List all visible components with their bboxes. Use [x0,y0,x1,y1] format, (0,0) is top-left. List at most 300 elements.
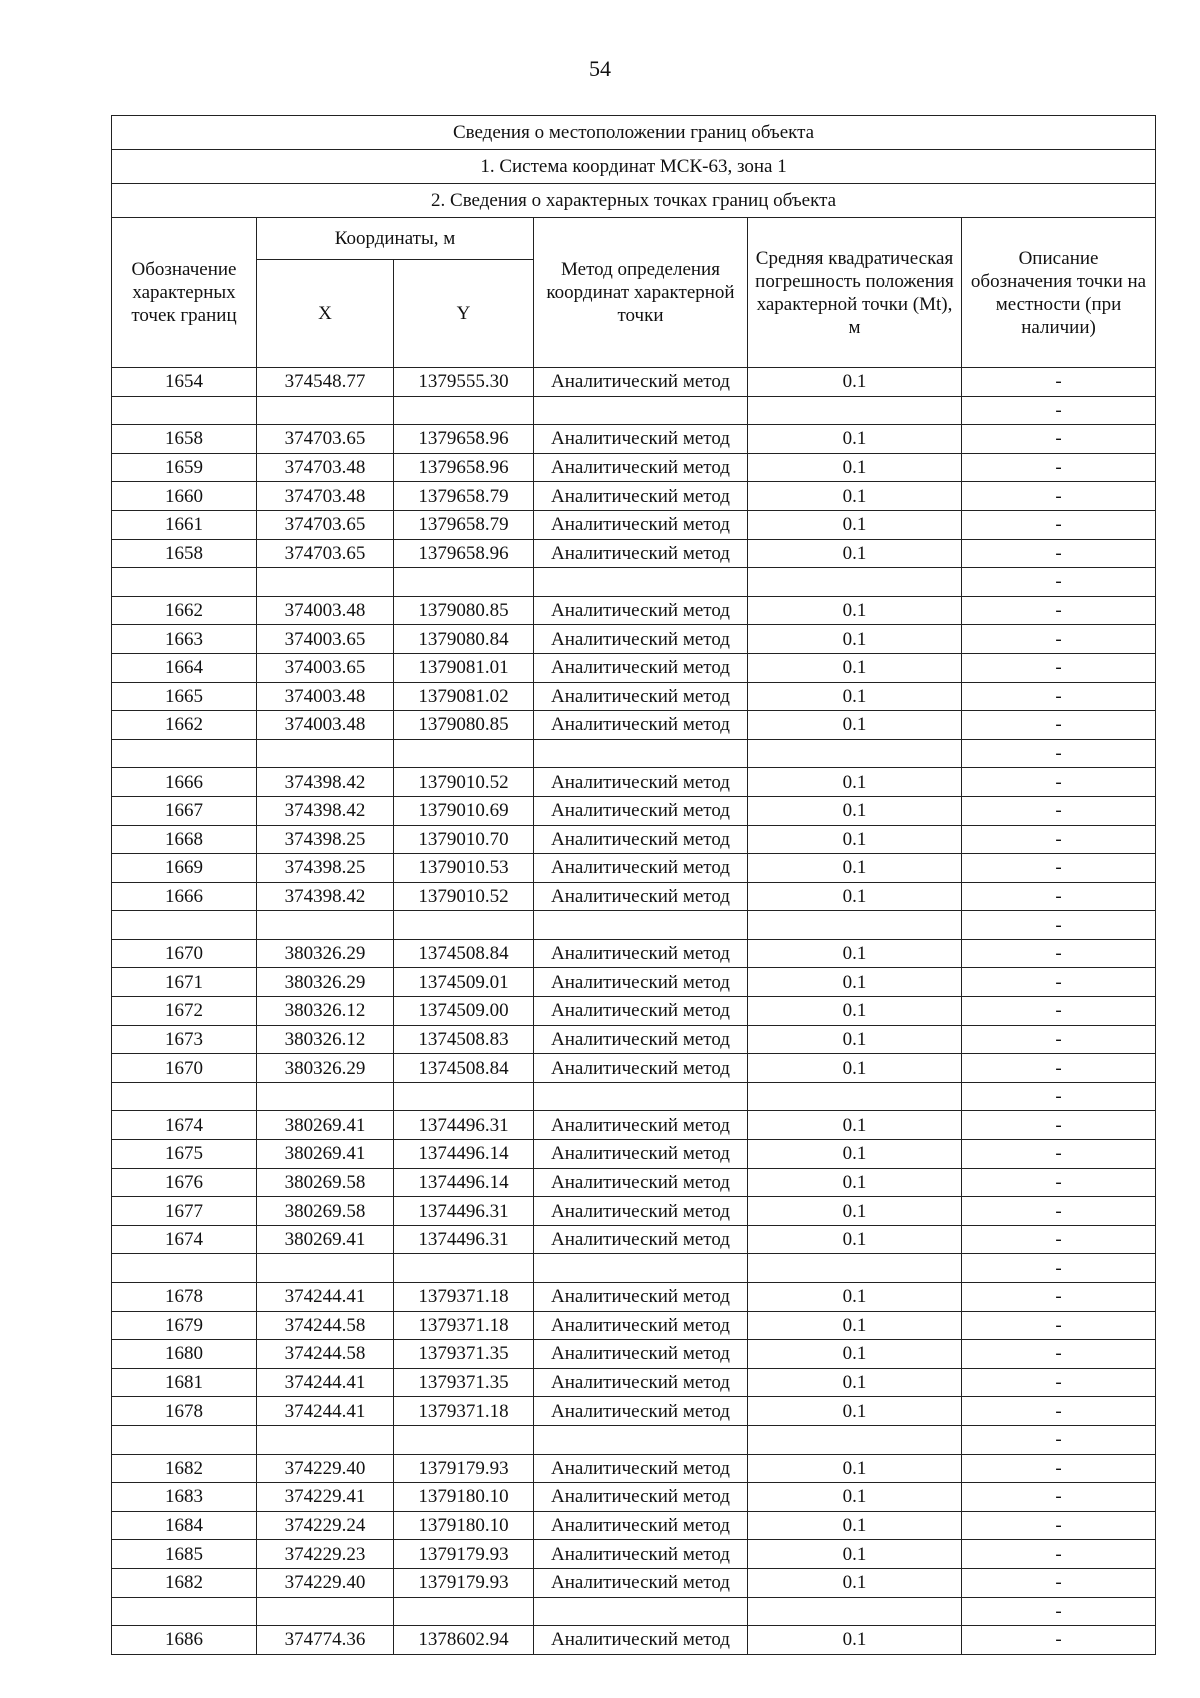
y-cell [394,1597,534,1626]
y-cell: 1379081.02 [394,682,534,711]
x-cell [257,911,394,940]
y-cell [394,1425,534,1454]
y-cell [394,1254,534,1283]
description-cell: - [962,1054,1156,1083]
description-cell: - [962,997,1156,1026]
method-cell: Аналитический метод [534,368,748,397]
point-id-cell: 1682 [112,1454,257,1483]
description-cell: - [962,1626,1156,1655]
description-cell: - [962,1397,1156,1426]
method-cell: Аналитический метод [534,1340,748,1369]
x-cell: 380269.41 [257,1111,394,1140]
point-id-cell: 1686 [112,1626,257,1655]
x-cell: 374244.58 [257,1311,394,1340]
method-cell: Аналитический метод [534,1197,748,1226]
point-id-cell: 1672 [112,997,257,1026]
boundary-points-table [111,115,1156,1655]
x-cell: 380326.29 [257,1054,394,1083]
method-cell [534,1425,748,1454]
description-cell: - [962,1368,1156,1397]
x-cell: 380326.29 [257,968,394,997]
table-row [112,1082,1156,1111]
error-cell [748,1425,962,1454]
error-cell: 0.1 [748,368,962,397]
error-cell: 0.1 [748,1168,962,1197]
point-id-cell: 1684 [112,1511,257,1540]
y-cell: 1379371.18 [394,1397,534,1426]
table-row [112,482,1156,511]
method-cell: Аналитический метод [534,1283,748,1312]
table-row [112,1340,1156,1369]
method-cell: Аналитический метод [534,1483,748,1512]
header-point-designation: Обозначение характерных точек границ [112,218,257,368]
point-id-cell: 1683 [112,1483,257,1512]
error-cell [748,568,962,597]
error-cell: 0.1 [748,1283,962,1312]
y-cell: 1379658.96 [394,539,534,568]
x-cell: 374003.48 [257,682,394,711]
method-cell: Аналитический метод [534,1225,748,1254]
y-cell: 1379010.53 [394,854,534,883]
error-cell: 0.1 [748,968,962,997]
y-cell: 1379658.79 [394,510,534,539]
table-row [112,968,1156,997]
x-cell: 374229.40 [257,1454,394,1483]
point-id-cell: 1674 [112,1111,257,1140]
x-cell: 374703.65 [257,539,394,568]
point-id-cell: 1665 [112,682,257,711]
y-cell: 1379658.96 [394,425,534,454]
table-row [112,1283,1156,1312]
error-cell: 0.1 [748,1397,962,1426]
y-cell [394,396,534,425]
table-row [112,625,1156,654]
y-cell: 1379179.93 [394,1568,534,1597]
description-cell: - [962,1597,1156,1626]
table-row [112,1454,1156,1483]
point-id-cell: 1676 [112,1168,257,1197]
table-row [112,911,1156,940]
x-cell: 374229.41 [257,1483,394,1512]
table-row [112,1568,1156,1597]
point-id-cell [112,1254,257,1283]
y-cell: 1379081.01 [394,653,534,682]
error-cell: 0.1 [748,539,962,568]
point-id-cell: 1663 [112,625,257,654]
x-cell: 374244.41 [257,1368,394,1397]
point-id-cell: 1659 [112,453,257,482]
point-id-cell: 1682 [112,1568,257,1597]
method-cell [534,568,748,597]
table-row [112,1368,1156,1397]
table-row [112,1254,1156,1283]
description-cell: - [962,1454,1156,1483]
point-id-cell [112,911,257,940]
x-cell: 374548.77 [257,368,394,397]
y-cell: 1374508.84 [394,1054,534,1083]
table-row [112,854,1156,883]
table-row [112,568,1156,597]
table-row [112,1511,1156,1540]
method-cell: Аналитический метод [534,625,748,654]
error-cell: 0.1 [748,711,962,740]
x-cell: 374774.36 [257,1626,394,1655]
y-cell: 1379010.70 [394,825,534,854]
method-cell: Аналитический метод [534,596,748,625]
table-row [112,1025,1156,1054]
y-cell: 1374496.14 [394,1140,534,1169]
description-cell: - [962,1111,1156,1140]
point-id-cell: 1669 [112,854,257,883]
error-cell: 0.1 [748,854,962,883]
description-cell: - [962,739,1156,768]
x-cell: 374003.65 [257,653,394,682]
method-cell: Аналитический метод [534,682,748,711]
method-cell: Аналитический метод [534,482,748,511]
description-cell: - [962,1197,1156,1226]
method-cell: Аналитический метод [534,1568,748,1597]
method-cell: Аналитический метод [534,453,748,482]
error-cell: 0.1 [748,768,962,797]
y-cell: 1379010.69 [394,796,534,825]
header-y: Y [394,260,534,368]
y-cell: 1374508.83 [394,1025,534,1054]
y-cell [394,568,534,597]
method-cell: Аналитический метод [534,768,748,797]
x-cell: 374398.25 [257,825,394,854]
error-cell: 0.1 [748,1311,962,1340]
description-cell: - [962,425,1156,454]
method-cell: Аналитический метод [534,1140,748,1169]
description-cell: - [962,1568,1156,1597]
table-row [112,739,1156,768]
error-cell: 0.1 [748,796,962,825]
description-cell: - [962,596,1156,625]
error-cell: 0.1 [748,596,962,625]
description-cell: - [962,1225,1156,1254]
y-cell: 1379555.30 [394,368,534,397]
y-cell: 1379371.18 [394,1283,534,1312]
point-id-cell: 1675 [112,1140,257,1169]
description-cell: - [962,711,1156,740]
error-cell: 0.1 [748,997,962,1026]
x-cell: 374244.41 [257,1397,394,1426]
table-row [112,1140,1156,1169]
method-cell: Аналитический метод [534,968,748,997]
description-cell: - [962,1311,1156,1340]
y-cell: 1374496.14 [394,1168,534,1197]
table-row [112,453,1156,482]
table-row [112,368,1156,397]
y-cell [394,739,534,768]
point-id-cell: 1670 [112,939,257,968]
method-cell: Аналитический метод [534,882,748,911]
method-cell: Аналитический метод [534,1054,748,1083]
description-cell: - [962,825,1156,854]
description-cell: - [962,453,1156,482]
description-cell: - [962,939,1156,968]
method-cell: Аналитический метод [534,1397,748,1426]
description-cell: - [962,911,1156,940]
y-cell [394,911,534,940]
point-id-cell: 1678 [112,1283,257,1312]
table-row [112,396,1156,425]
point-id-cell [112,396,257,425]
x-cell [257,1254,394,1283]
error-cell: 0.1 [748,1111,962,1140]
y-cell: 1379371.18 [394,1311,534,1340]
description-cell: - [962,510,1156,539]
x-cell: 374703.48 [257,453,394,482]
error-cell: 0.1 [748,510,962,539]
y-cell: 1379180.10 [394,1483,534,1512]
x-cell: 374244.41 [257,1283,394,1312]
x-cell: 380269.41 [257,1140,394,1169]
method-cell [534,1254,748,1283]
x-cell [257,739,394,768]
description-cell: - [962,968,1156,997]
table-row [112,1597,1156,1626]
table-row [112,510,1156,539]
description-cell: - [962,1540,1156,1569]
method-cell: Аналитический метод [534,1025,748,1054]
error-cell: 0.1 [748,1197,962,1226]
description-cell: - [962,1025,1156,1054]
x-cell [257,1082,394,1111]
method-cell: Аналитический метод [534,825,748,854]
y-cell [394,1082,534,1111]
description-cell: - [962,1340,1156,1369]
error-cell: 0.1 [748,939,962,968]
error-cell: 0.1 [748,825,962,854]
x-cell: 380269.41 [257,1225,394,1254]
description-cell: - [962,482,1156,511]
error-cell [748,396,962,425]
description-cell: - [962,625,1156,654]
header-method: Метод определения координат характерной точки [534,218,748,368]
method-cell [534,396,748,425]
table-row [112,1225,1156,1254]
description-cell: - [962,568,1156,597]
table-row [112,939,1156,968]
y-cell: 1379080.85 [394,596,534,625]
error-cell: 0.1 [748,653,962,682]
table-title: Сведения о местоположении границ объекта [112,116,1156,150]
point-id-cell: 1681 [112,1368,257,1397]
table-row [112,682,1156,711]
page-number: 54 [589,56,611,81]
points-section-title: 2. Сведения о характерных точках границ объекта [112,184,1156,218]
point-id-cell: 1654 [112,368,257,397]
method-cell: Аналитический метод [534,1111,748,1140]
error-cell: 0.1 [748,1025,962,1054]
error-cell: 0.1 [748,1626,962,1655]
table-row [112,768,1156,797]
header-coordinates: Координаты, м [257,218,534,260]
point-id-cell: 1678 [112,1397,257,1426]
table-row [112,1425,1156,1454]
error-cell: 0.1 [748,1454,962,1483]
y-cell: 1379180.10 [394,1511,534,1540]
x-cell [257,568,394,597]
x-cell: 380269.58 [257,1197,394,1226]
x-cell: 380326.12 [257,997,394,1026]
table-row [112,997,1156,1026]
x-cell [257,1597,394,1626]
header-mean-error: Средняя квадратическая погрешность положения характерной точки (Mt), м [748,218,962,368]
table-row [112,796,1156,825]
error-cell: 0.1 [748,1054,962,1083]
x-cell: 380326.12 [257,1025,394,1054]
error-cell: 0.1 [748,625,962,654]
point-id-cell: 1679 [112,1311,257,1340]
header-description: Описание обозначения точки на местности (при наличии) [962,218,1156,368]
point-id-cell: 1664 [112,653,257,682]
error-cell: 0.1 [748,1225,962,1254]
method-cell [534,911,748,940]
y-cell: 1374496.31 [394,1111,534,1140]
point-id-cell [112,1425,257,1454]
table-row [112,825,1156,854]
x-cell: 380326.29 [257,939,394,968]
point-id-cell: 1677 [112,1197,257,1226]
error-cell [748,1597,962,1626]
description-cell: - [962,1168,1156,1197]
method-cell: Аналитический метод [534,711,748,740]
table-row [112,425,1156,454]
y-cell: 1374509.00 [394,997,534,1026]
table-row [112,1168,1156,1197]
description-cell: - [962,796,1156,825]
point-id-cell [112,1597,257,1626]
table-row [112,1111,1156,1140]
y-cell: 1379080.84 [394,625,534,654]
description-cell: - [962,1511,1156,1540]
method-cell: Аналитический метод [534,997,748,1026]
coordinate-system-title: 1. Система координат МСК-63, зона 1 [112,150,1156,184]
point-id-cell: 1685 [112,1540,257,1569]
method-cell: Аналитический метод [534,1540,748,1569]
y-cell: 1374496.31 [394,1197,534,1226]
y-cell: 1379179.93 [394,1540,534,1569]
y-cell: 1374508.84 [394,939,534,968]
method-cell: Аналитический метод [534,1454,748,1483]
method-cell: Аналитический метод [534,1511,748,1540]
error-cell: 0.1 [748,453,962,482]
method-cell: Аналитический метод [534,1626,748,1655]
description-cell: - [962,768,1156,797]
error-cell [748,1082,962,1111]
error-cell: 0.1 [748,1511,962,1540]
y-cell: 1374509.01 [394,968,534,997]
table-row [112,1397,1156,1426]
table-row [112,539,1156,568]
description-cell: - [962,1283,1156,1312]
method-cell: Аналитический метод [534,1368,748,1397]
x-cell: 374003.48 [257,711,394,740]
method-cell: Аналитический метод [534,796,748,825]
table-row [112,596,1156,625]
description-cell: - [962,1140,1156,1169]
point-id-cell: 1666 [112,768,257,797]
x-cell: 374703.48 [257,482,394,511]
description-cell: - [962,854,1156,883]
table-row [112,882,1156,911]
y-cell: 1379010.52 [394,882,534,911]
method-cell: Аналитический метод [534,854,748,883]
x-cell: 374003.48 [257,596,394,625]
error-cell: 0.1 [748,1568,962,1597]
description-cell: - [962,1254,1156,1283]
method-cell: Аналитический метод [534,425,748,454]
description-cell: - [962,682,1156,711]
table-row [112,1483,1156,1512]
x-cell: 374398.25 [257,854,394,883]
description-cell: - [962,539,1156,568]
error-cell [748,1254,962,1283]
x-cell: 374229.23 [257,1540,394,1569]
table-row [112,1626,1156,1655]
method-cell: Аналитический метод [534,510,748,539]
y-cell: 1379179.93 [394,1454,534,1483]
error-cell [748,911,962,940]
description-cell: - [962,653,1156,682]
y-cell: 1374496.31 [394,1225,534,1254]
table-row [112,1054,1156,1083]
table-row [112,1540,1156,1569]
table-row [112,653,1156,682]
y-cell: 1379658.79 [394,482,534,511]
point-id-cell [112,1082,257,1111]
point-id-cell: 1671 [112,968,257,997]
point-id-cell: 1660 [112,482,257,511]
x-cell [257,1425,394,1454]
error-cell: 0.1 [748,1483,962,1512]
description-cell: - [962,882,1156,911]
method-cell: Аналитический метод [534,539,748,568]
point-id-cell: 1662 [112,711,257,740]
point-id-cell: 1668 [112,825,257,854]
point-id-cell: 1670 [112,1054,257,1083]
y-cell: 1379658.96 [394,453,534,482]
point-id-cell: 1674 [112,1225,257,1254]
method-cell: Аналитический метод [534,653,748,682]
y-cell: 1379371.35 [394,1368,534,1397]
point-id-cell: 1666 [112,882,257,911]
method-cell [534,1597,748,1626]
method-cell [534,1082,748,1111]
x-cell: 374229.40 [257,1568,394,1597]
header-x: X [257,260,394,368]
table-row [112,1197,1156,1226]
x-cell: 374703.65 [257,425,394,454]
error-cell [748,739,962,768]
table-row [112,711,1156,740]
error-cell: 0.1 [748,1340,962,1369]
point-id-cell: 1667 [112,796,257,825]
description-cell: - [962,1082,1156,1111]
y-cell: 1379371.35 [394,1340,534,1369]
table-row [112,1311,1156,1340]
x-cell: 380269.58 [257,1168,394,1197]
x-cell: 374398.42 [257,796,394,825]
error-cell: 0.1 [748,1540,962,1569]
method-cell: Аналитический метод [534,1168,748,1197]
error-cell: 0.1 [748,425,962,454]
x-cell: 374229.24 [257,1511,394,1540]
point-id-cell: 1680 [112,1340,257,1369]
y-cell: 1379010.52 [394,768,534,797]
